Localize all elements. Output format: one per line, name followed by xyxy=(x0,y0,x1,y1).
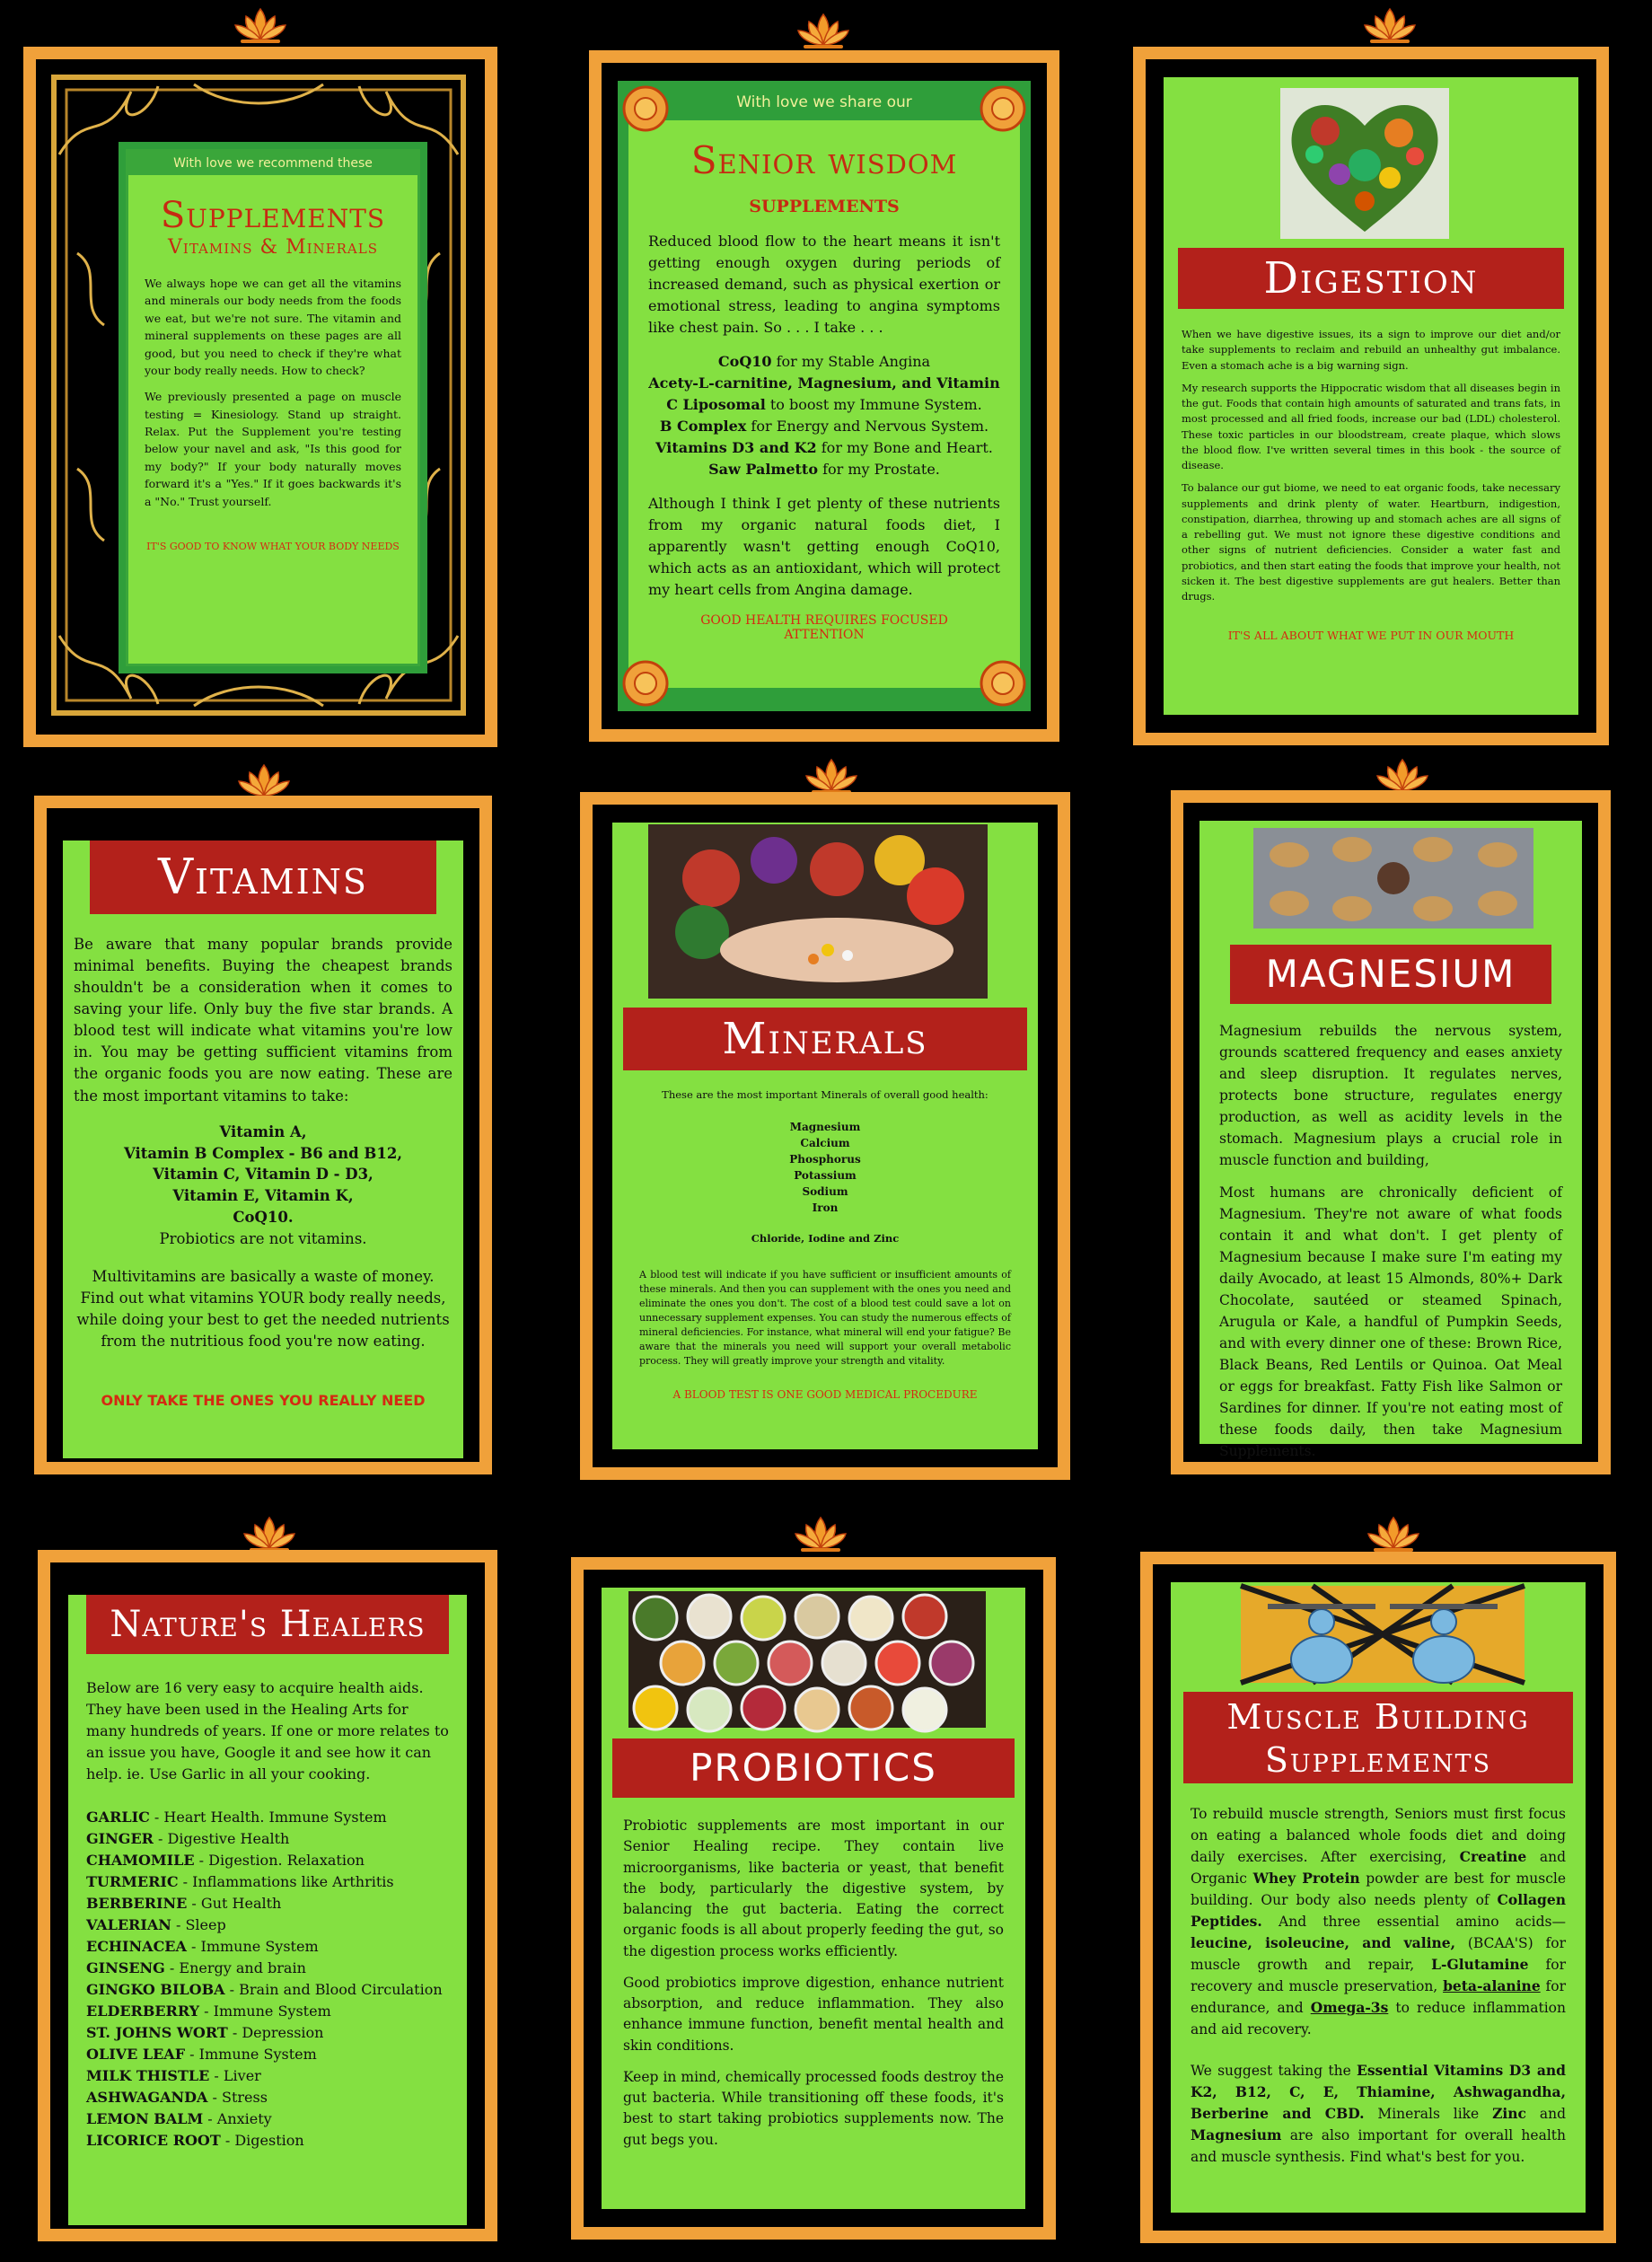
list-item: GARLIC - Heart Health. Immune System xyxy=(86,1809,387,1826)
lotus-icon xyxy=(232,5,289,45)
list-item: Potassium xyxy=(794,1169,857,1182)
senior-para1: Reduced blood flow to the heart means it isn't getting enough oxygen during periods of increased demand, such as physical exertion or emotional stress, leading to angina symptoms like chest pain. So . . . I take . . . xyxy=(648,233,1000,336)
vitamins-note: Probiotics are not vitamins. xyxy=(159,1230,367,1248)
healers-intro: Below are 16 very easy to acquire health aids. They have been used in the Healing Arts for many hundreds of years. If one or more relates to an issue you have, Google it and see how it can help. ie. Use Garlic in all your cooking. xyxy=(86,1679,449,1782)
minerals-title: Minerals xyxy=(623,1008,1027,1070)
senior-title: Senior wisdom xyxy=(690,138,958,182)
muscle-title xyxy=(1183,1692,1573,1783)
card-natures-healers xyxy=(38,1550,497,2241)
healers-title: Nature's Healers xyxy=(86,1595,449,1654)
lotus-icon xyxy=(792,1514,849,1553)
muscle-para1: To rebuild muscle strength, Seniors must first focus on eating a balanced whole foods diet and doing daily exercises. After exercising, Creatine and Organic Whey Protein powder are best for muscle building. Our body also needs plenty of Collagen Peptides. And three essential amino acids—leucine, isoleucine, and valine, (BCAA'S) for muscle growth and repair, L-Glutamine for recovery and muscle preservation, beta-alanine for endurance, and Omega-3s to reduce inflammation and aid recovery. xyxy=(1191,1806,1567,2038)
digestion-para3: To balance our gut biome, we need to eat organic foods, take necessary supplements and drink plenty of water. Heartburn, indigestion, constipation, diarrhea, throwing up and stomach aches are all signs of a rebelling gut. We must not ignore these digestive conditions and other signs of nutrient deficiencies. Consider a water fast and probiotics, and then start eating the foods that improve your health, not sicken it. The best digestive supplements are gut healers. Better than drugs. xyxy=(1182,481,1560,603)
list-item: GINSENG - Energy and brain xyxy=(86,1959,306,1976)
mandala-icon xyxy=(621,659,670,708)
lotus-icon xyxy=(1361,5,1419,45)
magnesium-para1: Magnesium rebuilds the nervous system, grounds scattered frequency and eases anxiety and sleep disruption. It regulates nerves, protects bone structure, regulates energy production, as well as acidity levels in the stomach. Magnesium plays a crucial role in muscle function and building, xyxy=(1219,1023,1562,1169)
list-item: Saw Palmetto for my Prostate. xyxy=(708,461,940,478)
bodybuilders-image xyxy=(1241,1586,1525,1683)
list-item: LICORICE ROOT - Digestion xyxy=(86,2132,304,2149)
muscle-title-line2: Supplements xyxy=(1264,1740,1492,1780)
minerals-intro: These are the most important Minerals of overall good health: xyxy=(662,1088,989,1101)
vitamins-title: Vitamins xyxy=(90,841,436,914)
magnesium-para2: Most humans are chronically deficient of Magnesium. They're not aware of what foods contain it and what don't. I get plenty of Magnesium because I make sure I'm eating my daily Avocado, at least 15 Almonds, 80%+ Dark Chocolate, sautéed or steamed Spinach, Arugula or Kale, a handful of Pumpkin Seeds, and with every dinner one of these: Brown Rice, Black Beans, Red Lentils or Quinoa. Oat Meal or eggs for breakfast. Fatty Fish like Salmon or Sardines for dinner. If you're not eating most of these foods daily, then take Magnesium Supplements. xyxy=(1219,1184,1562,1460)
list-item: Iron xyxy=(812,1201,839,1214)
list-item: ELDERBERRY - Immune System xyxy=(86,2002,331,2020)
vitamins-para2: Multivitamins are basically a waste of money. Find out what vitamins YOUR body really needs, while doing your best to get the needed nutrients from the nutritious food you're now eating. xyxy=(76,1268,450,1350)
list-item: Vitamin B Complex - B6 and B12, xyxy=(123,1144,403,1162)
card-digestion xyxy=(1133,47,1609,745)
list-item: Vitamin E, Vitamin K, xyxy=(172,1187,354,1205)
senior-supplement-list xyxy=(648,351,1000,480)
digestion-title: Digestion xyxy=(1178,248,1564,309)
card-minerals xyxy=(580,792,1070,1480)
muscle-title-line1: Muscle Building xyxy=(1226,1697,1530,1737)
supplements-intro: With love we recommend these xyxy=(128,152,417,175)
senior-subtitle: SUPPLEMENTS xyxy=(749,197,900,216)
list-item: VALERIAN - Sleep xyxy=(86,1916,226,1933)
vegetables-supplements-image xyxy=(648,824,988,999)
list-item: GINGKO BILOBA - Brain and Blood Circulation xyxy=(86,1981,443,1998)
digestion-para2: My research supports the Hippocratic wisdom that all diseases begin in the gut. Foods that contain high amounts of saturated and trans fats, in most processed and all fried foods, increase our bad (LDL) cholesterol. These toxic particles in our bloodstream, create plaque, which slows the blood flow. I've written several times in this book - the source of disease. xyxy=(1182,381,1560,471)
list-item: CoQ10 for my Stable Angina xyxy=(717,353,931,370)
list-item: Calcium xyxy=(800,1137,850,1149)
spoons-magnesium-foods-image xyxy=(1253,828,1533,929)
list-item: CHAMOMILE - Digestion. Relaxation xyxy=(86,1852,365,1869)
card-supplements xyxy=(23,47,497,747)
senior-intro: With love we share our xyxy=(736,93,912,111)
vitamins-footer: ONLY TAKE THE ONES YOU REALLY NEED xyxy=(101,1391,426,1409)
list-item: Vitamin C, Vitamin D - D3, xyxy=(153,1166,373,1184)
fermented-jars-image xyxy=(628,1591,986,1728)
list-item: BERBERINE - Gut Health xyxy=(86,1895,282,1912)
card-senior-wisdom xyxy=(589,50,1059,742)
list-item: ST. JOHNS WORT - Depression xyxy=(86,2024,324,2041)
minerals-list xyxy=(639,1119,1011,1216)
lotus-icon xyxy=(1365,1514,1422,1553)
muscle-para2: We suggest taking the Essential Vitamins D3 and K2, B12, C, E, Thiamine, Ashwagandha, Berberine and CBD. Minerals like Zinc and Magnesium are also important for overall health and muscle synthesis. Find what's best for you. xyxy=(1191,2062,1566,2166)
list-item: B Complex for Energy and Nervous System. xyxy=(659,418,989,435)
minerals-extra: Chloride, Iodine and Zinc xyxy=(751,1232,900,1245)
card-magnesium xyxy=(1171,790,1611,1474)
healers-list xyxy=(86,1807,449,2152)
vitamins-list xyxy=(74,1122,453,1251)
list-item: ECHINACEA - Immune System xyxy=(86,1938,319,1955)
list-item: CoQ10. xyxy=(233,1209,294,1227)
list-item: TURMERIC - Inflammations like Arthritis xyxy=(86,1873,394,1890)
supplements-footer: IT'S GOOD TO KNOW WHAT YOUR BODY NEEDS xyxy=(146,540,400,552)
list-item: Sodium xyxy=(802,1185,848,1198)
senior-para2: Although I think I get plenty of these nutrients from my organic natural foods diet, I apparently wasn't getting enough CoQ10, which acts as an antioxidant, which will protect my heart cells from Angina damage. xyxy=(648,495,1000,598)
list-item: Acety-L-carnitine, Magnesium, and Vitamin C Liposomal to boost my Immune System. xyxy=(648,374,1000,413)
vitamins-para1: Be aware that many popular brands provide minimal benefits. Buying the cheapest brands shouldn't be a consideration when it comes to saving your life. Only buy the five star brands. A blood test will indicate what vitamins you're low in. You may be getting sufficient vitamins from the organic foods you are now eating. These are the most important vitamins to take: xyxy=(74,936,453,1105)
list-item: Magnesium xyxy=(789,1121,861,1133)
digestion-para1: When we have digestive issues, its a sign to improve our diet and/or take supplements to reclaim and rebuild an unhealthy gut imbalance. Even a stomach ache is a big warning sign. xyxy=(1182,328,1560,372)
probiotics-para3: Keep in mind, chemically processed foods destroy the gut bacteria. While transitioning off these foods, it's best to start taking probiotics supplements now. The gut begs you. xyxy=(623,2068,1004,2148)
list-item: Phosphorus xyxy=(789,1153,861,1166)
probiotics-para2: Good probiotics improve digestion, enhance nutrient absorption, and reduce inflammation. They also enhance immune function, benefit mental health and skin conditions. xyxy=(623,1974,1004,2054)
list-item: Vitamin A, xyxy=(219,1122,307,1140)
supplements-para1: We always hope we can get all the vitamins and minerals our body needs from the foods we eat, but we're not sure. The vitamin and mineral supplements on these pages are all good, but you need to check if they're what your body really needs. How to check? xyxy=(145,277,401,377)
list-item: MILK THISTLE - Liver xyxy=(86,2067,261,2084)
list-item: Vitamins D3 and K2 for my Bone and Heart. xyxy=(655,439,993,456)
lotus-icon xyxy=(795,11,852,50)
supplements-subtitle: Vitamins & Minerals xyxy=(168,236,378,259)
mandala-icon xyxy=(979,659,1027,708)
mandala-icon xyxy=(979,84,1027,133)
heart-vegetables-image xyxy=(1280,88,1449,239)
card-muscle-building xyxy=(1140,1552,1616,2243)
list-item: ASHWAGANDA - Stress xyxy=(86,2089,268,2106)
probiotics-title: PROBIOTICS xyxy=(612,1738,1015,1798)
magnesium-title: MAGNESIUM xyxy=(1230,945,1551,1004)
supplements-title: Supplements xyxy=(160,195,386,236)
list-item: LEMON BALM - Anxiety xyxy=(86,2110,272,2127)
minerals-para: A blood test will indicate if you have sufficient or insufficient amounts of these minerals. And then you can supplement with the ones you need and eliminate the ones you don't. The cost of a blood test could save a lot on unnecessary supplement expenses. You can study the numerous effects of mineral deficiencies. For instance, what mineral will end your fatigue? Be aware that the minerals you need will support your overall metabolic process. They will greatly improve your strength and vitality. xyxy=(639,1269,1011,1367)
list-item: OLIVE LEAF - Immune System xyxy=(86,2046,317,2063)
minerals-footer: A BLOOD TEST IS ONE GOOD MEDICAL PROCEDURE xyxy=(672,1387,978,1401)
lotus-icon xyxy=(803,756,860,796)
list-item: GINGER - Digestive Health xyxy=(86,1830,290,1847)
card-probiotics xyxy=(571,1557,1056,2240)
senior-footer: GOOD HEALTH REQUIRES FOCUSED ATTENTION xyxy=(700,613,948,642)
digestion-footer: IT'S ALL ABOUT WHAT WE PUT IN OUR MOUTH xyxy=(1227,629,1515,643)
probiotics-para1: Probiotic supplements are most important in our Senior Healing recipe. They contain live microorganisms, like bacteria or yeast, that benefit the body, particularly the digestive system, by balancing the gut bacteria. Eating the correct organic foods is all about properly feeding the gut, so the digestion process works efficiently. xyxy=(623,1818,1004,1959)
card-vitamins xyxy=(34,796,492,1474)
mandala-icon xyxy=(621,84,670,133)
lotus-icon xyxy=(241,1514,298,1553)
supplements-para2: We previously presented a page on muscle testing = Kinesiology. Stand up straight. Relax. Put the Supplement you're testing below your navel and ask, "Is this good for my body?" If your body naturally moves forward it's a "Yes." If it goes backwards it's a "No." Trust yourself. xyxy=(145,390,401,508)
